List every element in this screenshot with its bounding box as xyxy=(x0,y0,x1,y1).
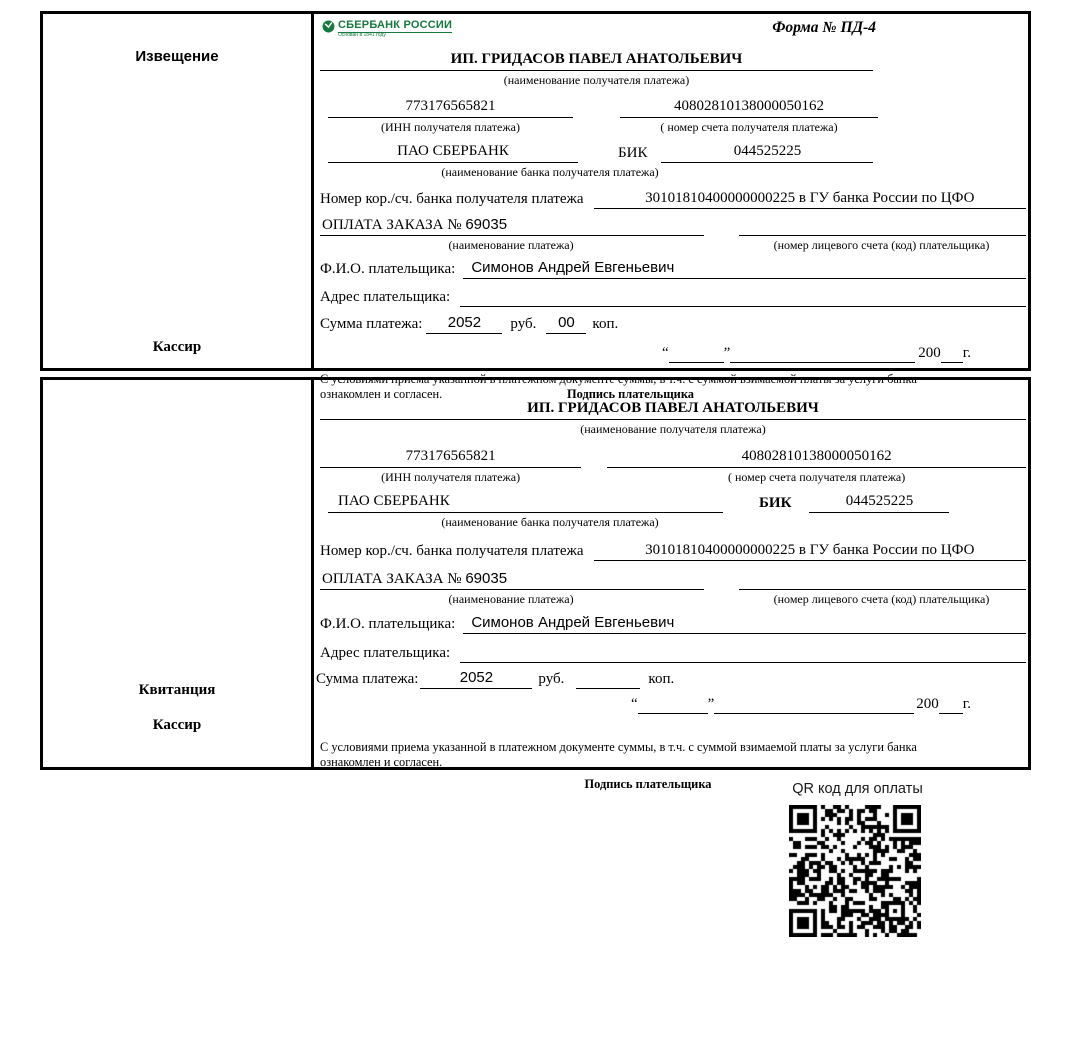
account-field xyxy=(607,446,1026,486)
payment-purpose-row xyxy=(320,215,1026,236)
year-prefix: 200 xyxy=(916,696,939,712)
receipt-title: Квитанция xyxy=(138,682,216,698)
bik-value: 044525225 xyxy=(661,141,873,163)
amount-row xyxy=(316,668,1026,689)
recipient-name: ИП. ГРИДАСОВ ПАВЕЛ АНАТОЛЬЕВИЧ xyxy=(320,50,873,71)
payment-purpose xyxy=(320,569,704,590)
year-blank xyxy=(941,342,963,363)
payer-name-value: Симонов Андрей Евгеньевич xyxy=(463,613,1026,634)
recipient-caption: (наименование получателя платежа) xyxy=(503,73,690,87)
quote-open: “ xyxy=(661,345,669,361)
order-number: 69035 xyxy=(465,570,508,587)
recipient-name: ИП. ГРИДАСОВ ПАВЕЛ АНАТОЛЬЕВИЧ xyxy=(320,399,1026,420)
payer-address-value xyxy=(460,642,1026,663)
agreement-text: С условиями приема указанной в платежном документе суммы, в т.ч. с суммой взимаемой платы за услуги банка ознакомлен и согласен. xyxy=(320,740,917,769)
corr-account-label: Номер кор./сч. банка получателя платежа xyxy=(320,543,584,559)
inn-account-row xyxy=(320,446,1026,486)
payer-name-row xyxy=(320,258,1026,279)
payment-purpose xyxy=(320,215,704,236)
year-suffix: г. xyxy=(962,696,971,712)
notice-left-column xyxy=(43,14,314,368)
account-field xyxy=(620,96,878,136)
inn-account-row xyxy=(320,96,1026,136)
amount-rub-value: 2052 xyxy=(426,313,502,334)
payment-caption: (наименование платежа) xyxy=(448,592,574,606)
personal-account-blank xyxy=(739,215,1026,236)
personal-account-caption: (номер лицевого счета (код) плательщика) xyxy=(773,592,990,606)
payment-purpose-label: ОПЛАТА ЗАКАЗА № xyxy=(322,571,462,587)
corr-account-row xyxy=(320,188,1026,209)
payer-name-row xyxy=(320,613,1026,634)
qr-block xyxy=(789,781,926,937)
qr-caption: QR код для оплаты xyxy=(792,781,923,797)
purpose-captions-row xyxy=(320,590,1026,608)
sberbank-logo-icon xyxy=(322,20,335,33)
purpose-captions-row xyxy=(320,236,1026,254)
amount-label: Сумма платежа: xyxy=(316,671,419,687)
kop-label: коп. xyxy=(592,316,619,332)
account-caption: ( номер счета получателя платежа) xyxy=(727,470,906,484)
amount-row xyxy=(320,313,1026,334)
recipient-caption: (наименование получателя платежа) xyxy=(580,422,766,436)
personal-account-caption: (номер лицевого счета (код) плательщика) xyxy=(773,238,990,252)
sberbank-logo xyxy=(320,19,452,50)
payer-address-label: Адрес плательщика: xyxy=(320,645,451,661)
quote-close: ” xyxy=(723,345,731,361)
payment-caption: (наименование платежа) xyxy=(448,238,574,252)
inn-caption: (ИНН получателя платежа) xyxy=(381,120,520,134)
inn-value: 773176565821 xyxy=(328,96,573,118)
bik-value: 044525225 xyxy=(809,491,949,513)
corr-account-value: 30101810400000000225 в ГУ банка России по ЦФО xyxy=(594,188,1026,209)
year-prefix: 200 xyxy=(918,345,941,361)
inn-value: 773176565821 xyxy=(320,446,581,468)
bik-label: БИК xyxy=(618,145,648,161)
amount-kop-value: 00 xyxy=(546,313,586,334)
signature-label: Подпись плательщика xyxy=(567,387,694,401)
inn-caption: (ИНН получателя платежа) xyxy=(381,470,521,484)
sberbank-logo-text: СБЕРБАНК РОССИИ xyxy=(338,19,453,31)
payer-name-label: Ф.И.О. плательщика: xyxy=(320,616,456,632)
corr-account-row xyxy=(320,540,1026,561)
agreement-text: С условиями приема указанной в платежном документе суммы, в т.ч. с суммой взимаемой платы за услуги банка ознакомлен и согласен. xyxy=(320,372,917,401)
bank-bik-row xyxy=(320,491,1026,513)
cashier-label: Кассир xyxy=(152,339,202,355)
account-value: 40802810138000050162 xyxy=(607,446,1026,468)
date-row xyxy=(320,342,971,363)
sberbank-logo-subtext: Основан в 1841 году xyxy=(338,32,386,38)
amount-label: Сумма платежа: xyxy=(320,316,423,332)
form-number: Форма № ПД-4 xyxy=(772,19,876,36)
quote-open: “ xyxy=(630,696,638,712)
notice-body xyxy=(314,14,1028,401)
notice-section xyxy=(40,11,1031,401)
inn-field xyxy=(320,446,581,486)
date-row xyxy=(320,693,971,714)
payment-purpose-label: ОПЛАТА ЗАКАЗА № xyxy=(322,217,462,233)
amount-kop-value xyxy=(576,688,640,689)
rub-label: руб. xyxy=(538,671,565,687)
personal-account-blank xyxy=(739,569,1026,590)
account-value: 40802810138000050162 xyxy=(620,96,878,118)
bank-name-caption: (наименование банка получателя платежа) xyxy=(441,515,659,529)
bank-name-value: ПАО СБЕРБАНК xyxy=(328,141,578,163)
signature-label: Подпись плательщика xyxy=(584,777,712,791)
date-month-blank xyxy=(730,342,915,363)
account-caption: ( номер счета получателя платежа) xyxy=(660,120,838,134)
agreement-block xyxy=(320,740,976,770)
notice-title: Извещение xyxy=(135,48,219,65)
payment-qr-code xyxy=(789,805,921,937)
corr-account-label: Номер кор./сч. банка получателя платежа xyxy=(320,191,584,207)
cashier-label: Кассир xyxy=(152,717,202,733)
payer-address-label: Адрес плательщика: xyxy=(320,289,451,305)
notice-header-row xyxy=(320,19,1026,50)
payer-name-value: Симонов Андрей Евгеньевич xyxy=(463,258,1026,279)
rub-label: руб. xyxy=(510,316,537,332)
bik-label: БИК xyxy=(759,495,792,511)
payer-address-value xyxy=(460,286,1026,307)
date-day-blank xyxy=(638,693,708,714)
order-number: 69035 xyxy=(465,216,508,233)
year-suffix: г. xyxy=(962,345,971,361)
payer-name-label: Ф.И.О. плательщика: xyxy=(320,261,456,277)
bank-name-value: ПАО СБЕРБАНК xyxy=(328,491,723,513)
date-day-blank xyxy=(669,342,724,363)
quote-close: ” xyxy=(707,696,715,712)
bank-bik-row xyxy=(320,141,1026,163)
payer-address-row xyxy=(320,642,1026,663)
bank-name-caption: (наименование банка получателя платежа) xyxy=(441,165,659,179)
amount-rub-value: 2052 xyxy=(420,668,532,689)
receipt-left-column xyxy=(43,380,314,767)
kop-label: коп. xyxy=(648,671,675,687)
inn-field xyxy=(328,96,573,136)
year-blank xyxy=(939,693,963,714)
corr-account-value: 30101810400000000225 в ГУ банка России по ЦФО xyxy=(594,540,1026,561)
payer-address-row xyxy=(320,286,1026,307)
date-month-blank xyxy=(714,693,914,714)
payment-purpose-row xyxy=(320,569,1026,590)
